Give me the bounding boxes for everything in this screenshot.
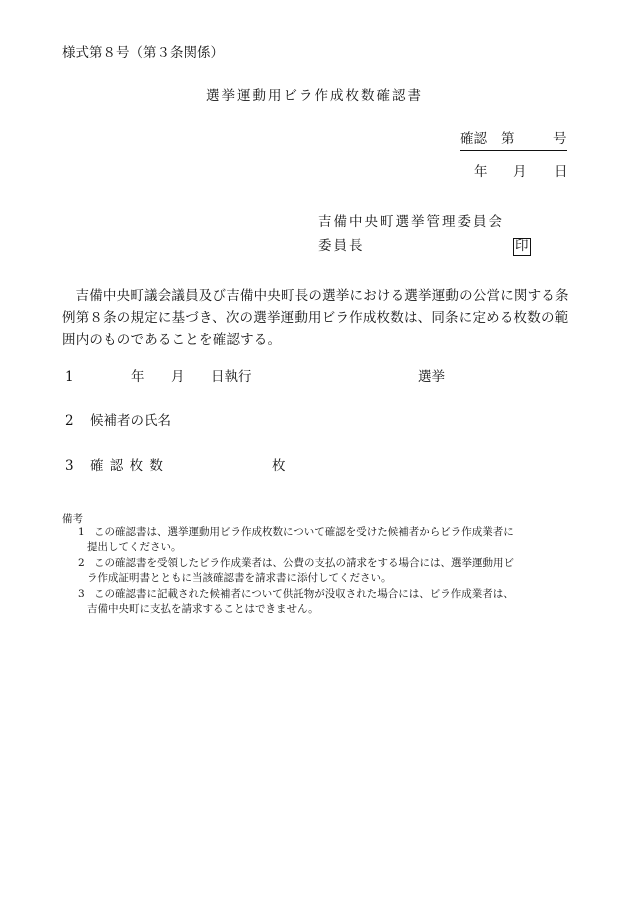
form-number: 様式第８号（第３条関係） (62, 45, 224, 61)
note-number: 3 (78, 588, 85, 600)
confirm-dai-label: 第 (501, 131, 515, 147)
item1-month: 月 (171, 369, 185, 385)
item3-label: 確 認 枚 数 (90, 458, 164, 474)
seal-mark (513, 238, 531, 256)
note-item (72, 525, 582, 555)
note-text-continued: 吉備中央町に支払を請求することはできません。 (87, 603, 319, 615)
item3-number: 3 (65, 458, 74, 474)
note-text-continued: ラ作成証明書とともに当該確認書を請求書に添付してください。 (87, 572, 392, 584)
note-text: この確認書に記載された候補者について供託物が没収された場合には、ビラ作成業者は、 (94, 588, 514, 600)
note-number: 1 (78, 526, 85, 538)
item1-number: 1 (65, 369, 74, 385)
item1-year: 年 (131, 369, 145, 385)
note-item (72, 587, 582, 617)
date-month: 月 (513, 164, 527, 180)
item1-day-exec: 日執行 (211, 369, 252, 385)
confirm-go-label: 号 (553, 131, 567, 147)
date-day: 日 (554, 164, 568, 180)
seal-box: 印 (515, 238, 529, 254)
item2-number: 2 (65, 413, 74, 429)
item1-election: 選挙 (418, 369, 445, 385)
body-text: 吉備中央町議会議員及び吉備中央町長の選挙における選挙運動の公営に関する条例第８条の規定に基づき、次の選挙運動用ビラ作成枚数は、同条に定める枚数の範囲内のものであることを確認する。 (62, 288, 569, 348)
note-text-continued: 提出してください。 (87, 541, 182, 553)
confirm-number-field (460, 133, 567, 151)
note-text: この確認書は、選挙運動用ビラ作成枚数について確認を受けた候補者からビラ作成業者に (94, 526, 514, 538)
item3-unit: 枚 (272, 458, 286, 474)
issuer-title: 委員長 (318, 238, 365, 254)
confirm-number-line (460, 133, 567, 155)
note-text: この確認書を受領したビラ作成業者は、公費の支払の請求をする場合には、選挙運動用ビ (94, 557, 514, 569)
issuer-org: 吉備中央町選挙管理委員会 (318, 214, 504, 230)
note-number: 2 (78, 557, 85, 569)
date-year: 年 (474, 164, 488, 180)
note-item (72, 556, 582, 586)
confirm-label: 確認 (460, 131, 487, 147)
item2-label: 候補者の氏名 (90, 413, 171, 429)
document-title: 選挙運動用ビラ作成枚数確認書 (206, 88, 423, 104)
notes-title: 備考 (62, 513, 83, 525)
